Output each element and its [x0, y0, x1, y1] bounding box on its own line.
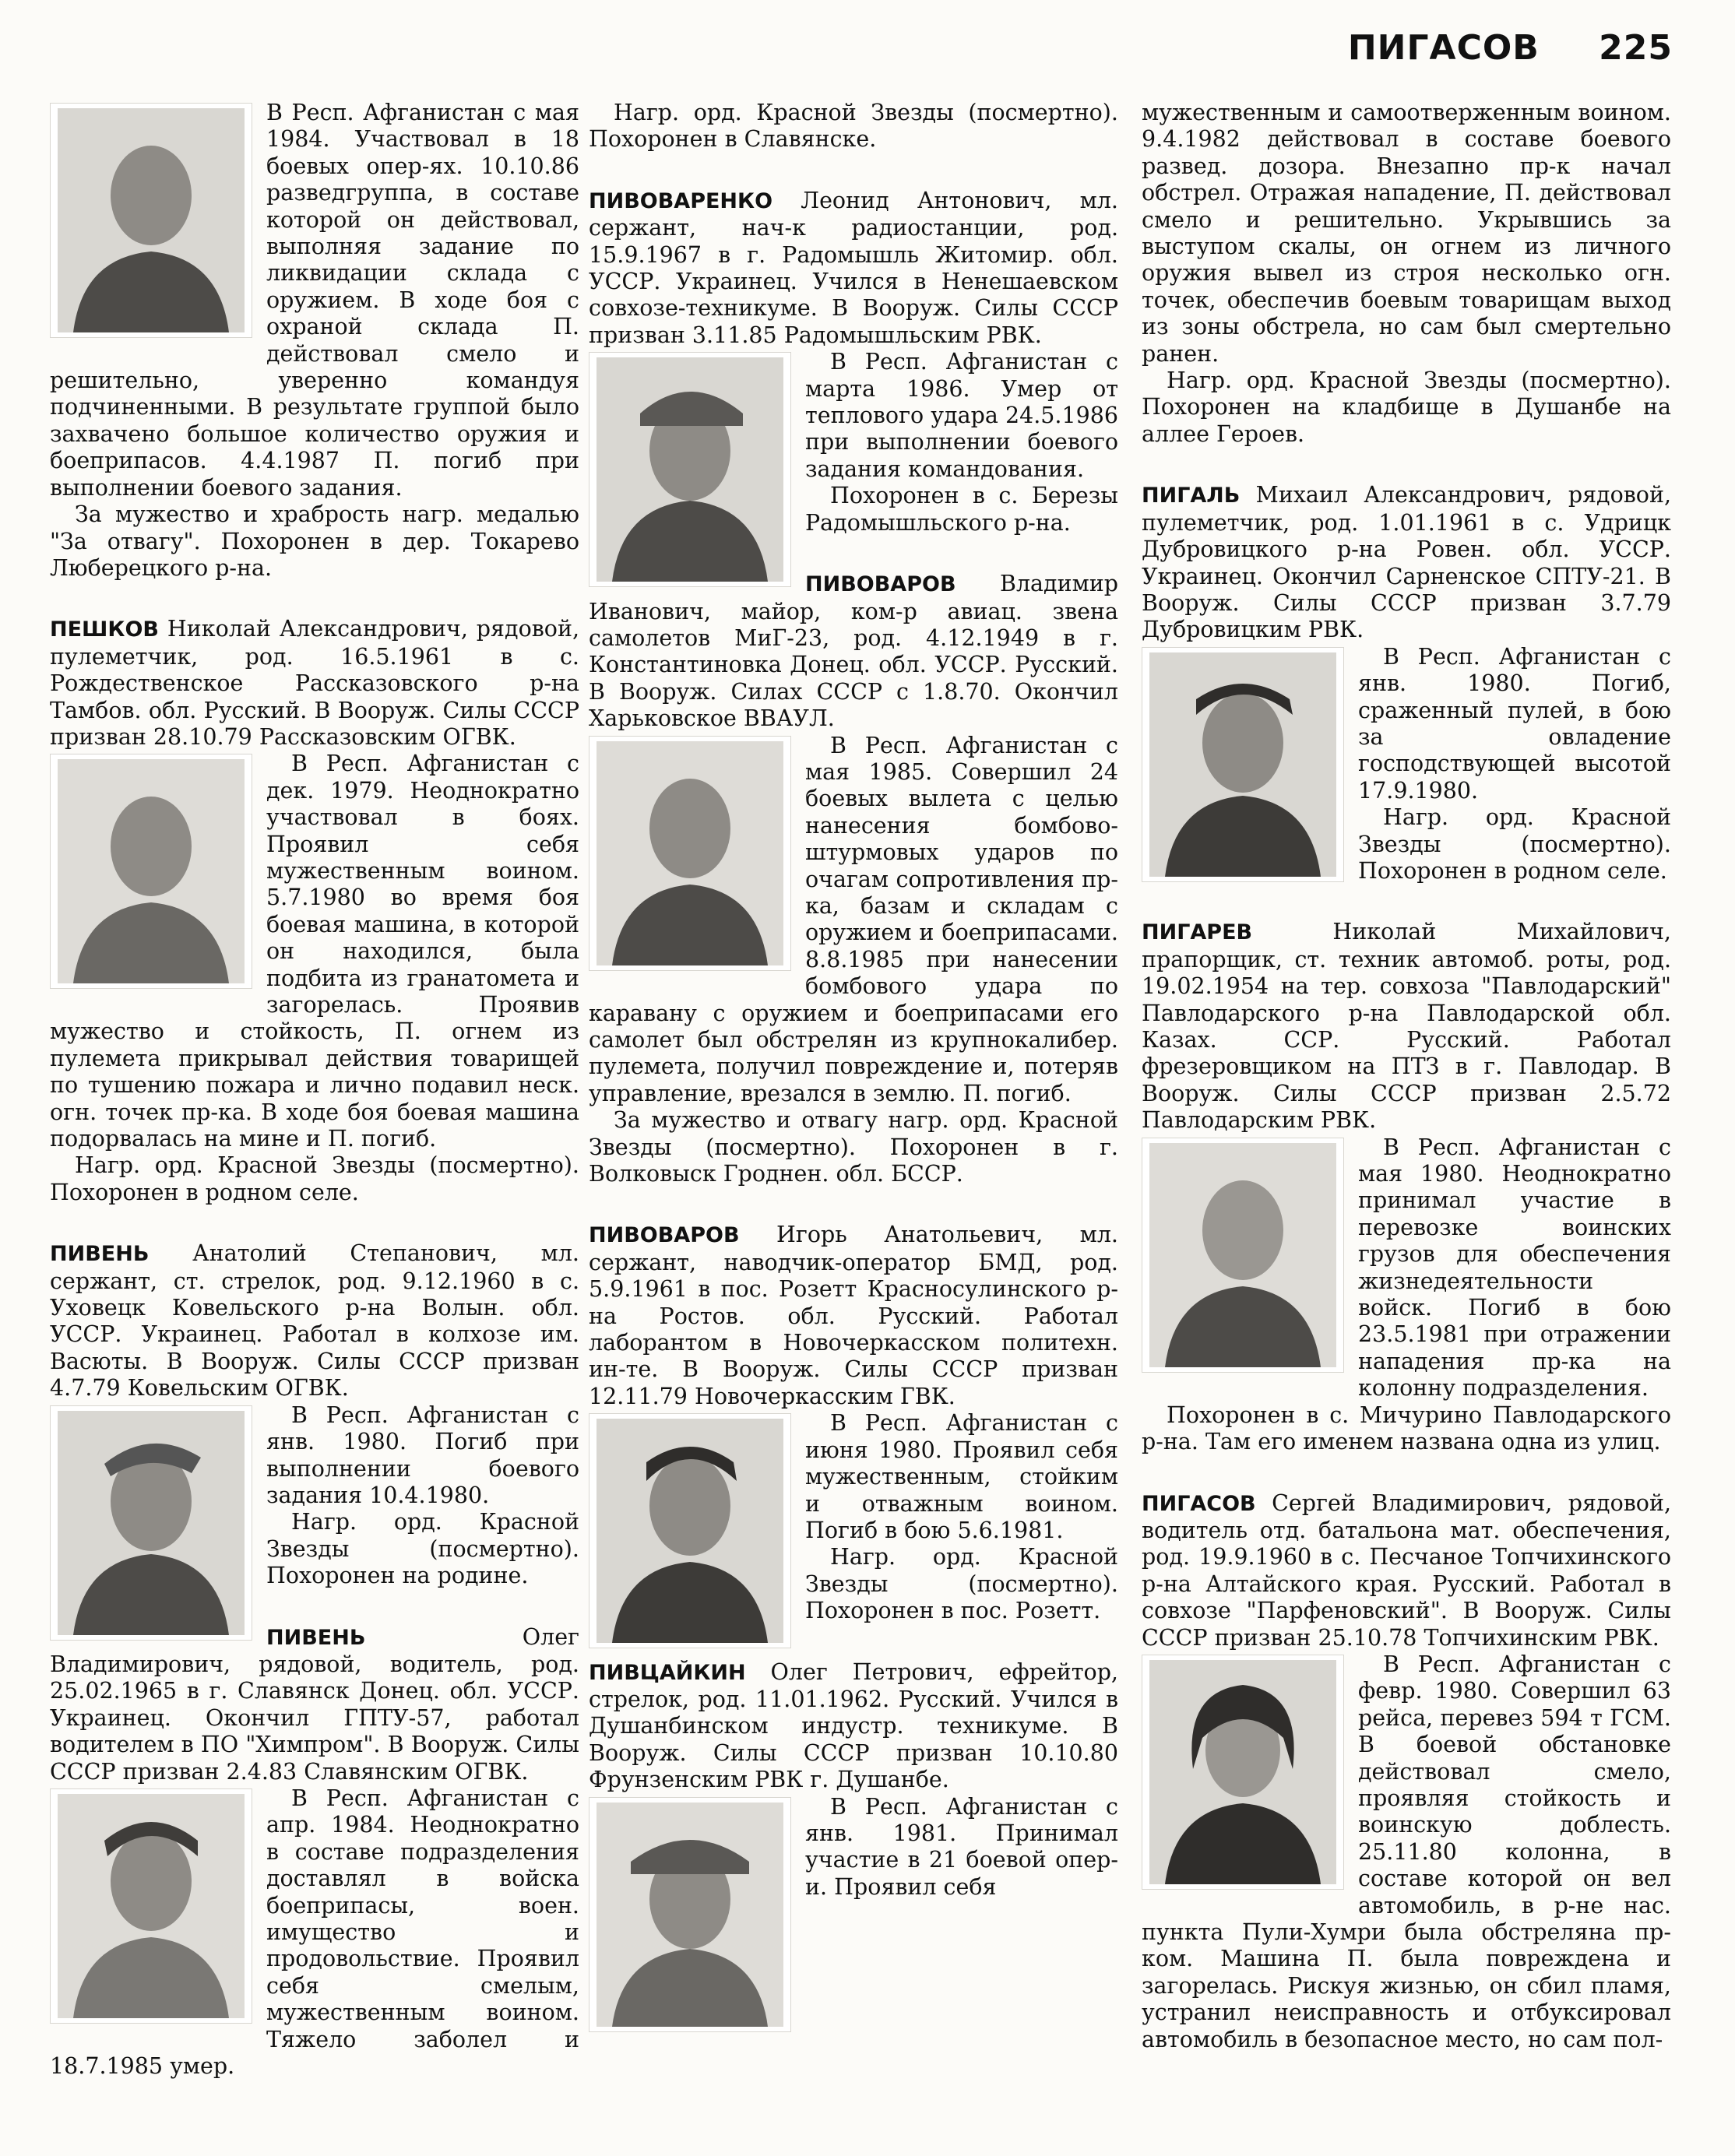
column-3: [1142, 100, 1671, 2087]
entry-piven-oleg: [50, 1624, 579, 2080]
portrait-photo: [1142, 1138, 1344, 1373]
entry-text: В Респ. Афганистан с мая 1980. Неоднократно принимал участие в перевозке воинских грузов для обеспечения жизнедеятельности войск. Погиб в бою 23.5.1981 при отражении нападения пр-ка на колонну подразделения.: [1358, 1134, 1671, 1402]
entry-text: В Респ. Афганистан с мая 1985. Совершил 24 боевых вылета с целью нанесения бомбово-штурмовых ударов по очагам сопротивления пр-ка, базам и складам с оружием и боеприпасами. 8.8.1985 при нанесении бомбового удара по каравану с оружием и боеприпасами его самолет был обстрелян из крупнокалибер. пулемета, получил повреждение и, потеряв управление, врезался в землю. П. погиб.: [589, 732, 1118, 1106]
entry-surname: ПИВОВАРОВ: [805, 572, 956, 597]
entry-surname: ПИГАЛЬ: [1142, 484, 1241, 508]
entry-text: В Респ. Афганистан с дек. 1979. Неоднократно участвовал в боях. Проявил себя мужественным воином. 5.7.1980 во время боя боевая машина, в которой он находился, была подбита из гранатомета и загорелась. Проявив мужество и стойкость, П. огнем из пулемета прикрывал действия товарищей по тушению пожара и лично подавил неск. огн. точек пр-ка. В ходе боя боевая машина подорвалась на мине и П. погиб.: [50, 751, 579, 1152]
entry-text: Михаил Александрович, рядовой, пулеметчик, род. 1.01.1961 в с. Удрицк Дубровицкого р-на Ровен. обл. УССР. Украинец. Окончил Сарненское СПТУ-21. В Вооруж. Силы СССР призван 3.7.79 Дубровицким РВК.: [1142, 482, 1672, 643]
portrait-photo: [589, 736, 791, 971]
entry-surname: ПИВОВАРОВ: [589, 1223, 740, 1248]
entry-surname: ПИВЕНЬ: [266, 1625, 366, 1650]
entry-pivovarov-igor: [589, 1222, 1118, 1624]
portrait-photo: [589, 1413, 791, 1648]
entry-text: Нагр. орд. Красной Звезды (посмертно). Похоронен в Славянске.: [589, 100, 1118, 153]
entry-surname: ПИВОВАРЕНКО: [589, 188, 773, 213]
entry-pigarev: [1142, 919, 1671, 1455]
entry-continuation: [1142, 100, 1671, 448]
entry-text: В Респ. Афганистан с мая 1984. Участвовал в 18 боевых опер-ях. 10.10.86 разведгруппа, в составе которой он действовал, выполняя задание по ликвидации склада с оружием. В ходе боя с охраной склада П. действовал смело и решительно, уверенно командуя подчиненными. В результате группой было захвачено большое количество оружия и боеприпасов. 4.4.1987 П. погиб при выполнении боевого задания.: [50, 100, 579, 501]
entry-pivovarenko: [589, 188, 1118, 536]
page-number: 225: [1599, 28, 1673, 68]
entry-pivtsaykin: [589, 1659, 1118, 1901]
entry-text: мужественным и самоотверженным воином. 9.4.1982 действовал в составе боевого развед. дозора. Внезапно пр-к начал обстрел. Отражая нападение, П. действовал смело и решительно. Укрывшись за выступом скалы, он огнем из личного оружия вывел из строя несколько огн. точек, обеспечив боевым товарищам выход из зоны обстрела, но сам был смертельно ранен.: [1142, 100, 1671, 367]
portrait-photo: [50, 754, 252, 989]
column-1: [50, 100, 579, 2114]
entry-text: Нагр. орд. Красной Звезды (посмертно). Похоронен в родном селе.: [1358, 804, 1671, 884]
entry-text: За мужество и отвагу нагр. орд. Красной Звезды (посмертно). Похоронен в г. Волковыск Гроднен. обл. БССР.: [589, 1107, 1118, 1187]
portrait-photo: [1142, 1655, 1344, 1890]
entry-continuation: [50, 100, 579, 582]
entry-continuation: [589, 100, 1118, 153]
entry-pivovarov-vladimir: [589, 571, 1118, 1187]
portrait-photo: [589, 1797, 791, 2032]
entry-text: Похоронен в с. Березы Радомышльского р-на.: [805, 483, 1118, 536]
entry-text: Нагр. орд. Красной Звезды (посмертно). Похоронен в пос. Розетт.: [805, 1544, 1118, 1624]
entry-pigasov: [1142, 1490, 1671, 2054]
portrait-photo: [50, 103, 252, 338]
entry-surname: ПИВЕНЬ: [50, 1242, 150, 1267]
entry-text: В Респ. Афганистан с марта 1986. Умер от теплового удара 24.5.1986 при выполнении боевого задания командования.: [805, 349, 1118, 482]
entry-text: Владимир Иванович, майор, ком-р авиац. звена самолетов МиГ-23, род. 4.12.1949 в г. Константиновка Донец. обл. УССР. Русский. В Вооруж. Силах СССР с 1.8.70. Окончил Харьковское ВВАУЛ.: [589, 571, 1118, 732]
entry-surname: ПИВЦАЙКИН: [589, 1660, 746, 1685]
column-2: [589, 100, 1118, 2037]
entry-piven-anatoly: [50, 1240, 579, 1589]
portrait-photo: [589, 352, 791, 587]
entry-text: За мужество и храбрость нагр. медалью "За отвагу". Похоронен в дер. Токарево Люберецкого р-на.: [50, 501, 579, 581]
entry-text: Нагр. орд. Красной Звезды (посмертно). Похоронен на кладбище в Душанбе на аллее Героев.: [1142, 368, 1671, 447]
entry-text: Николай Александрович, рядовой, пулеметчик, род. 16.5.1961 в с. Рождественское Рассказовского р-на Тамбов. обл. Русский. В Вооруж. Силы СССР призван 28.10.79 Рассказовским ОГВК.: [50, 616, 579, 750]
entry-text: Олег Петрович, ефрейтор, стрелок, род. 11.01.1962. Русский. Учился в Душанбинском индустр. техникуме. В Вооруж. Силы СССР призван 10.10.80 Фрунзенским РВК г. Душанбе.: [589, 1658, 1118, 1793]
entry-surname: ПЕШКОВ: [50, 617, 159, 642]
entry-text: В Респ. Афганистан с янв. 1980. Погиб, сраженный пулей, в бою за овладение господствующей высотой 17.9.1980.: [1358, 643, 1671, 804]
entry-text: Нагр. орд. Красной Звезды (посмертно). Похоронен на родине.: [266, 1509, 579, 1589]
entry-text: В Респ. Афганистан с февр. 1980. Совершил 63 рейса, перевез 594 т ГСМ. В боевой обстановке действовал смело, проявляя стойкость и воинскую доблесть. 25.11.80 колонна, в составе которой он вел автомобиль, в р-не нас. пункта Пули-Хумри была обстреляна пр-ком. Машина П. была повреждена и загорелась. Рискуя жизнью, он сбил пламя, устранил неисправность и отбуксировал автомобиль в безопасное место, но сам пол-: [1142, 1651, 1671, 2052]
entry-text: В Респ. Афганистан с июня 1980. Проявил себя мужественным, стойким и отважным воином. Погиб в бою 5.6.1981.: [805, 1410, 1118, 1543]
entry-text: Похоронен в с. Мичурино Павлодарского р-на. Там его именем названа одна из улиц.: [1142, 1402, 1671, 1455]
entry-text: В Респ. Афганистан с янв. 1981. Принимал участие в 21 боевой опер-и. Проявил себя: [805, 1793, 1118, 1900]
running-head: [1348, 28, 1673, 68]
portrait-photo: [50, 1405, 252, 1641]
running-title: ПИГАСОВ: [1347, 28, 1540, 68]
entry-peshkov: [50, 616, 579, 1206]
entry-text: Игорь Анатольевич, мл. сержант, наводчик-оператор БМД, род. 5.9.1961 в пос. Розетт Красносулинского р-на Ростов. обл. Русский. Работал лаборантом в Новочеркасском политехн. ин-те. В Вооруж. Силы СССР призван 12.11.79 Новочеркасским ГВК.: [589, 1222, 1118, 1409]
entry-surname: ПИГАСОВ: [1142, 1491, 1256, 1516]
entry-text: Олег Владимирович, рядовой, водитель, род. 25.02.1965 в г. Славянск Донец. обл. УССР. Украинец. Окончил ГПТУ-57, работал водителем в ПО "Химпром". В Вооруж. Силы СССР призван 2.4.83 Славянским ОГВК.: [50, 1623, 579, 1785]
entry-text: Николай Михайлович, прапорщик, ст. техник автомоб. роты, род. 19.02.1954 на тер. совхоза "Павлодарский" Павлодарского р-на Павлодарской обл. Казах. ССР. Русский. Работал фрезеровщиком на ПТЗ в г. Павлодар. В Вооруж. Силы СССР призван 2.5.72 Павлодарским РВК.: [1142, 919, 1671, 1134]
entry-text: В Респ. Афганистан с апр. 1984. Неоднократно в составе подразделения доставлял в войска боеприпасы, воен. имущество и продовольствие. Проявил себя смелым, мужественным воином. Тяжело заболел и 18.7.1985 умер.: [50, 1785, 579, 2080]
entry-pigal: [1142, 482, 1671, 885]
entry-text: Леонид Антонович, мл. сержант, нач-к радиостанции, род. 15.9.1967 в г. Радомышль Житомир. обл. УССР. Украинец. Учился в Ненешаевском совхозе-техникуме. В Вооруж. Силы СССР призван 3.11.85 Радомышльским РВК.: [589, 187, 1118, 348]
entry-text: Анатолий Степанович, мл. сержант, ст. стрелок, род. 9.12.1960 в с. Уховецк Ковельского р-на Волын. обл. УССР. Украинец. Работал в колхозе им. Васюты. В Вооруж. Силы СССР призван 4.7.79 Ковельским ОГВК.: [50, 1240, 579, 1402]
entry-text: Сергей Владимирович, рядовой, водитель отд. батальона мат. обеспечения, род. 19.9.1960 в с. Песчаное Топчихинского р-на Алтайского края. Русский. Работал в совхозе "Парфеновский". В Вооруж. Силы СССР призван 25.10.78 Топчихинским РВК.: [1142, 1490, 1671, 1651]
entry-text: В Респ. Афганистан с янв. 1980. Погиб при выполнении боевого задания 10.4.1980.: [266, 1402, 579, 1508]
portrait-photo: [1142, 647, 1344, 882]
entry-surname: ПИГАРЕВ: [1142, 920, 1253, 945]
portrait-photo: [50, 1788, 252, 2024]
entry-text: Нагр. орд. Красной Звезды (посмертно). Похоронен в родном селе.: [50, 1152, 579, 1205]
